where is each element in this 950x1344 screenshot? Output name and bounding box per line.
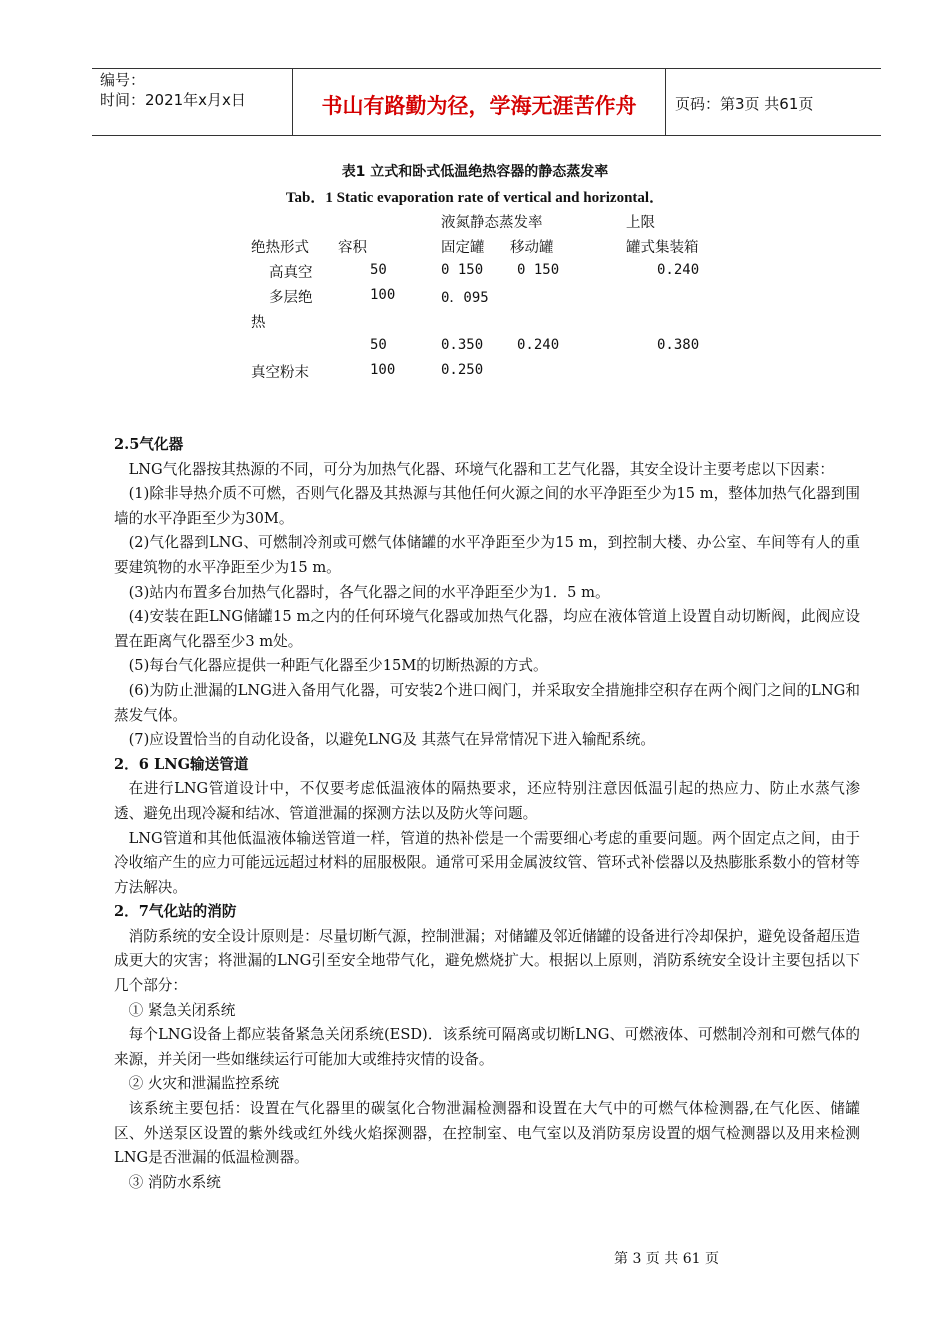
header-top-rule — [92, 68, 881, 69]
section-heading: 2.5气化器 — [114, 436, 184, 453]
section-heading: 2．6 LNG输送管道 — [114, 755, 249, 773]
subheading: ② 火灾和泄漏监控系统 — [128, 1075, 280, 1093]
table-cell-container: 0.240 — [657, 262, 700, 278]
table-title-en: Tab．1 Static evaporation rate of vertical and horizontal． — [285, 190, 665, 206]
header-time: 时间：2021年x月x日 — [100, 91, 246, 109]
table-col-volume: 容积 — [338, 240, 367, 256]
list-item: (2)气化器到LNG、可燃制冷剂或可燃气体储罐的水平净距至少为15 m，到控制大楼、办公室、车间等有人的重要建筑物的水平净距至少为15 m。 — [114, 534, 860, 576]
paragraph: LNG气化器按其热源的不同，可分为加热气化器、环境气化器和工艺气化器，其安全设计主要考虑以下因素： — [128, 460, 835, 478]
table-cell-fixed: 0 150 — [441, 262, 484, 278]
table-col-type: 绝热形式 — [251, 240, 309, 256]
table-cell-type: 多层绝 — [269, 290, 313, 306]
table-limit-header: 上限 — [626, 215, 655, 231]
paragraph: 该系统主要包括：设置在气化器里的碳氢化合物泄漏检测器和设置在大气中的可燃气体检测器,在气化医、储罐区、外送泵区设置的紫外线或红外线火焰探测器，在控制室、电气室以及消防泵房设置的烟气检测器以及用来检测LNG是否泄漏的低温检测器。 — [114, 1100, 860, 1167]
header-motto: 书山有路勤为径，学海无涯苦作舟 — [321, 94, 637, 118]
footer-page-number: 第 3 页 共 61 页 — [614, 1251, 719, 1267]
table-cell-volume: 50 — [370, 262, 387, 278]
list-item: (5)每台气化器应提供一种距气化器至少15M的切断热源的方式。 — [128, 657, 548, 675]
table-cell-volume: 100 — [370, 287, 396, 303]
paragraph: LNG管道和其他低温液体输送管道一样，管道的热补偿是一个需要细心考虑的重要问题。两个固定点之间，由于冷收缩产生的应力可能远远超过材料的屈服极限。通常可采用金属波纹管、管环式补偿器以及热膨胀系数小的管材等方法解决。 — [114, 829, 860, 896]
table-cell-fixed: 0.250 — [441, 362, 484, 378]
body-text — [114, 433, 860, 1195]
list-item: (6)为防止泄漏的LNG进入备用气化器，可安装2个进口阀门，并采取安全措施排空积存在两个阀门之间的LNG和蒸发气体。 — [114, 681, 860, 724]
header-divider-right — [665, 68, 666, 136]
table-cell-container: 0.380 — [657, 337, 700, 353]
table-cell-fixed: 0．095 — [441, 290, 489, 306]
header-page-number: 页码：第3页 共61页 — [675, 95, 814, 113]
table-col-fixed: 固定罐 — [441, 240, 485, 256]
paragraph: 每个LNG设备上都应装备紧急关闭系统(ESD)．该系统可隔离或切断LNG、可燃液体、可燃制冷剂和可燃气体的来源，并关闭一些如继续运行可能加大或维持灾情的设备。 — [114, 1026, 860, 1068]
table-cell-mobile: 0.240 — [517, 337, 560, 353]
table-cell-type-wrap: 热 — [251, 315, 266, 331]
list-item: (3)站内布置多台加热气化器时，各气化器之间的水平净距至少为1．5 m。 — [128, 583, 610, 601]
paragraph: 消防系统的安全设计原则是：尽量切断气源，控制泄漏；对储罐及邻近储罐的设备进行冷却保护，避免设备超压造成更大的灾害；将泄漏的LNG引至安全地带气化，避免燃烧扩大。根据以上原则，消防系统安全设计主要包括以下几个部分： — [114, 927, 860, 995]
table-group-header: 液氮静态蒸发率 — [441, 215, 543, 231]
table-col-container: 罐式集装箱 — [626, 240, 699, 256]
list-item: (4)安装在距LNG储罐15 m之内的任何环境气化器或加热气化器，均应在液体管道上设置自动切断阀，此阀应设置在距离气化器至少3 m处。 — [114, 608, 860, 650]
list-item: (1)除非导热介质不可燃，否则气化器及其热源与其他任何火源之间的水平净距至少为15 m，整体加热气化器到围墙的水平净距至少为30M。 — [114, 485, 860, 527]
list-item: (7)应设置恰当的自动化设备，以避免LNG及 其蒸气在异常情况下进入输配系统。 — [128, 731, 656, 749]
paragraph: 在进行LNG管道设计中，不仅要考虑低温液体的隔热要求，还应特别注意因低温引起的热应力、防止水蒸气渗透、避免出现冷凝和结冰、管道泄漏的探测方法以及防火等问题。 — [114, 780, 860, 822]
section-heading: 2．7气化站的消防 — [114, 903, 237, 921]
subheading: ① 紧急关闭系统 — [128, 1001, 236, 1019]
subheading: ③ 消防水系统 — [128, 1173, 221, 1191]
table-cell-type: 真空粉末 — [251, 365, 309, 381]
table-cell-fixed: 0.350 — [441, 337, 484, 353]
header-meta — [100, 70, 246, 110]
table-cell-volume: 100 — [370, 362, 396, 378]
table-cell-type: 高真空 — [269, 265, 313, 281]
table-cell-mobile: 0 150 — [517, 262, 560, 278]
header-number: 编号： — [100, 71, 146, 89]
table-col-mobile: 移动罐 — [510, 240, 554, 256]
table-cell-volume: 50 — [370, 337, 387, 353]
table-title-cn: 表1 立式和卧式低温绝热容器的静态蒸发率 — [341, 164, 609, 180]
header-bottom-rule — [92, 135, 881, 136]
